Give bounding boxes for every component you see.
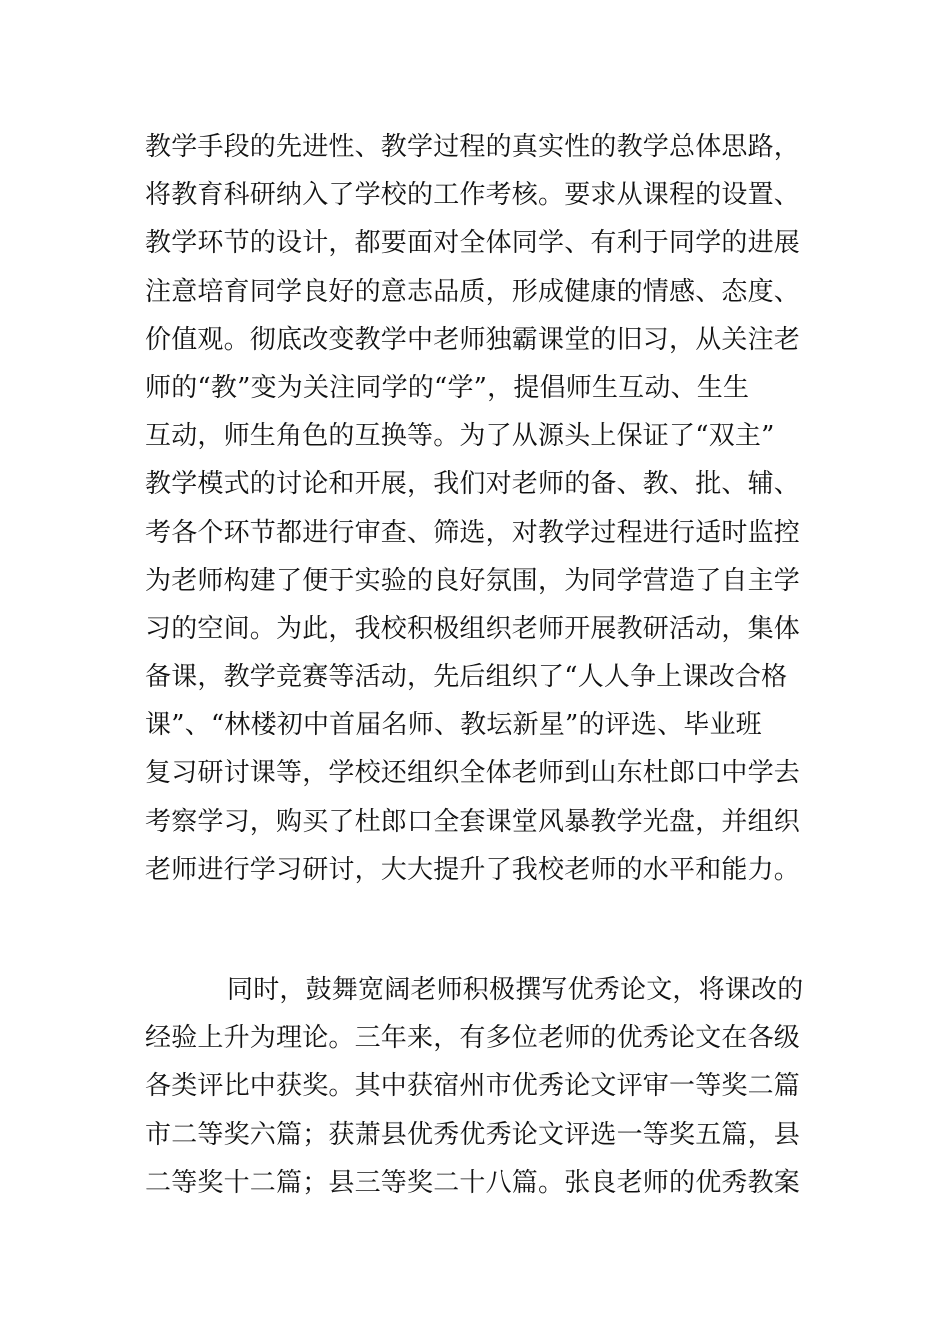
text-line: 师的“教”变为关注同学的“学”，提倡师生互动、生生 (145, 372, 750, 403)
text-line: 老师进行学习研讨，大大提升了我校老师的水平和能力。 (145, 854, 801, 885)
text-line: 为老师构建了便于实验的良好氛围，为同学营造了自主学 (145, 565, 801, 596)
text-line: 将教育科研纳入了学校的工作考核。要求从课程的设置、 (145, 180, 801, 211)
paragraph-2 (145, 966, 815, 1207)
text-line: 课”、“林楼初中首届名师、教坛新星”的评选、毕业班 (145, 710, 762, 741)
text-line: 二等奖十二篇；县三等奖二十八篇。张良老师的优秀教案 (145, 1167, 801, 1198)
text-line: 习的空间。为此，我校积极组织老师开展教研活动，集体 (145, 613, 801, 644)
text-line: 互动，师生角色的互换等。为了从源头上保证了“双主” (145, 421, 775, 452)
text-line: 注意培育同学良好的意志品质，形成健康的情感、态度、 (145, 276, 801, 307)
paragraph-1 (145, 123, 815, 894)
text-line: 考察学习，购买了杜郎口全套课堂风暴教学光盘，并组织 (145, 806, 801, 837)
text-line: 教学模式的讨论和开展，我们对老师的备、教、批、辅、 (145, 469, 801, 500)
text-line: 备课，教学竞赛等活动，先后组织了“人人争上课改合格 (145, 662, 788, 693)
text-line: 同时，鼓舞宽阔老师积极撰写优秀论文，将课改的 (227, 975, 804, 1005)
text-line: 考各个环节都进行审查、筛选，对教学过程进行适时监控 (145, 517, 801, 548)
text-line: 教学手段的先进性、教学过程的真实性的教学总体思路， (145, 132, 801, 162)
text-line: 复习研讨课等，学校还组织全体老师到山东杜郎口中学去 (145, 758, 801, 789)
text-line: 各类评比中获奖。其中获宿州市优秀论文评审一等奖二篇 (145, 1071, 801, 1102)
text-line: 教学环节的设计，都要面对全体同学、有利于同学的进展 (145, 228, 801, 259)
text-line: 价值观。彻底改变教学中老师独霸课堂的旧习，从关注老 (145, 324, 801, 355)
text-line: 经验上升为理论。三年来，有多位老师的优秀论文在各级 (145, 1023, 801, 1054)
text-line: 市二等奖六篇；获萧县优秀优秀论文评选一等奖五篇，县 (145, 1119, 801, 1150)
